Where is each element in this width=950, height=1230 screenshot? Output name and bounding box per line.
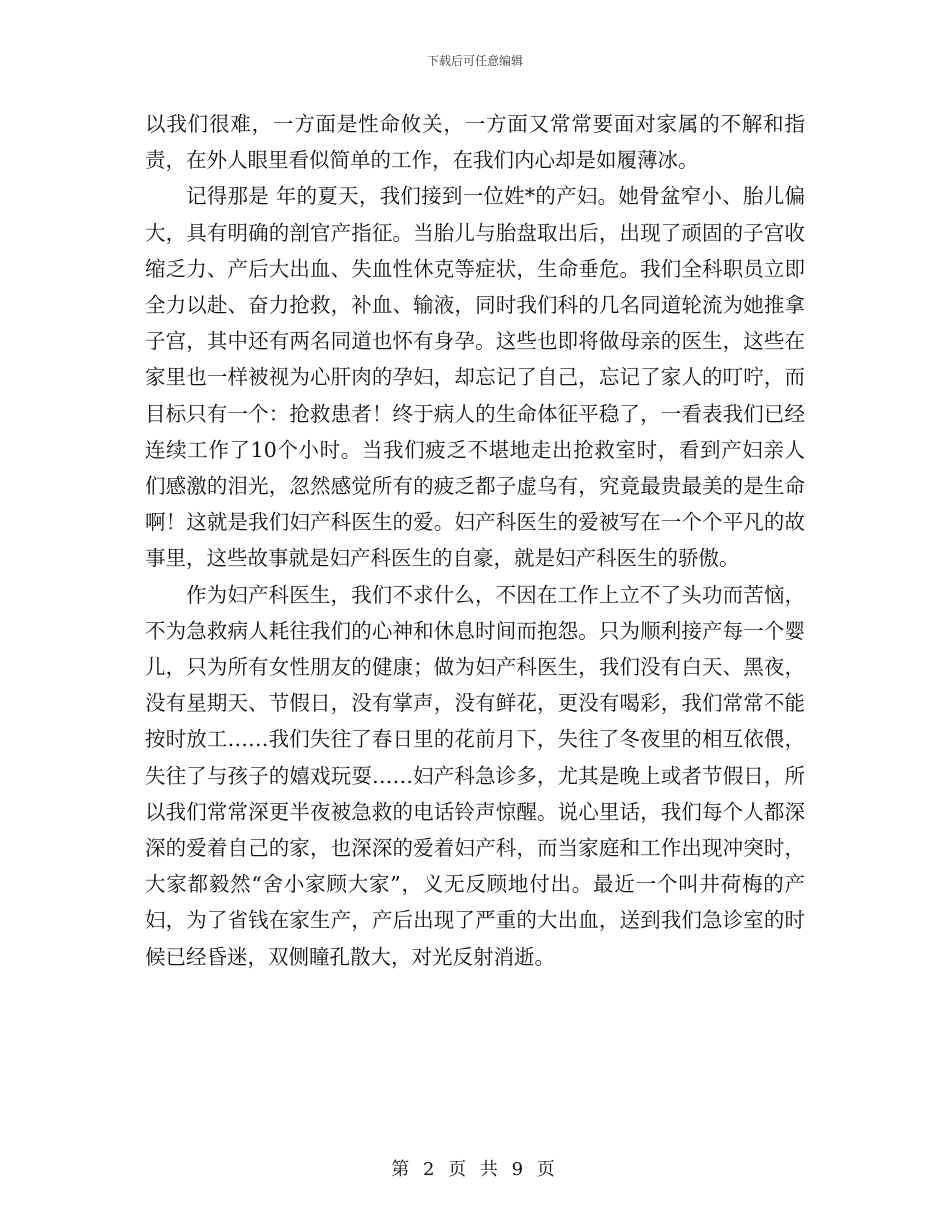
paragraph-1: 以我们很难，一方面是性命攸关，一方面又常常要面对家属的不解和指责，在外人眼里看似简单的工作，在我们内心却是如履薄冰。: [145, 112, 805, 173]
page-number-footer: 第 2 页 共 9 页: [391, 1159, 559, 1180]
page-header-note: 下载后可任意编辑: [426, 54, 523, 68]
document-body: [145, 106, 805, 975]
paragraph-3: 作为妇产科医生，我们不求什么，不因在工作上立不了头功而苦恼，不为急救病人耗往我们的心神和休息时间而抱怨。只为顺利接产每一个婴儿，只为所有女性朋友的健康；做为妇产科医生，我们没有白天、黑夜，没有星期天、节假日，没有掌声，没有鲜花，更没有喝彩，我们常常不能按时放工……我们失往了春日里的花前月下，失往了冬夜里的相互依偎，失往了与孩子的嬉戏玩耍……妇产科急诊多，尤其是晚上或者节假日，所以我们常常深更半夜被急救的电话铃声惊醒。说心里话，我们每个人都深深的爱着自己的家，也深深的爱着妇产科，而当家庭和工作出现冲突时，大家都毅然“舍小家顾大家”，义无反顾地付出。最近一个叫井荷梅的产妇，为了省钱在家生产，产后出现了严重的大出血，送到我们急诊室的时候已经昏迷，双侧瞳孔散大，对光反射消逝。: [145, 582, 805, 969]
paragraph-2: 记得那是 年的夏天，我们接到一位姓*的产妇。她骨盆窄小、胎儿偏大，具有明确的剖官产指征。当胎儿与胎盘取出后，出现了顽固的子宫收缩乏力、产后大出血、失血性休克等症状，生命垂危。我们全科职员立即全力以赴、奋力抢救，补血、输液，同时我们科的几名同道轮流为她推拿子宫，其中还有两名同道也怀有身孕。这些也即将做母亲的医生，这些在家里也一样被视为心肝肉的孕妇，却忘记了自己，忘记了家人的叮咛，而目标只有一个：抢救患者！终于病人的生命体征平稳了，一看表我们已经连续工作了10个小时。当我们疲乏不堪地走出抢救室时，看到产妇亲人们感激的泪光，忽然感觉所有的疲乏都子虚乌有，究竟最贵最美的是生命啊！这就是我们妇产科医生的爱。妇产科医生的爱被写在一个个平凡的故事里，这些故事就是妇产科医生的自豪，就是妇产科医生的骄傲。: [145, 184, 805, 571]
